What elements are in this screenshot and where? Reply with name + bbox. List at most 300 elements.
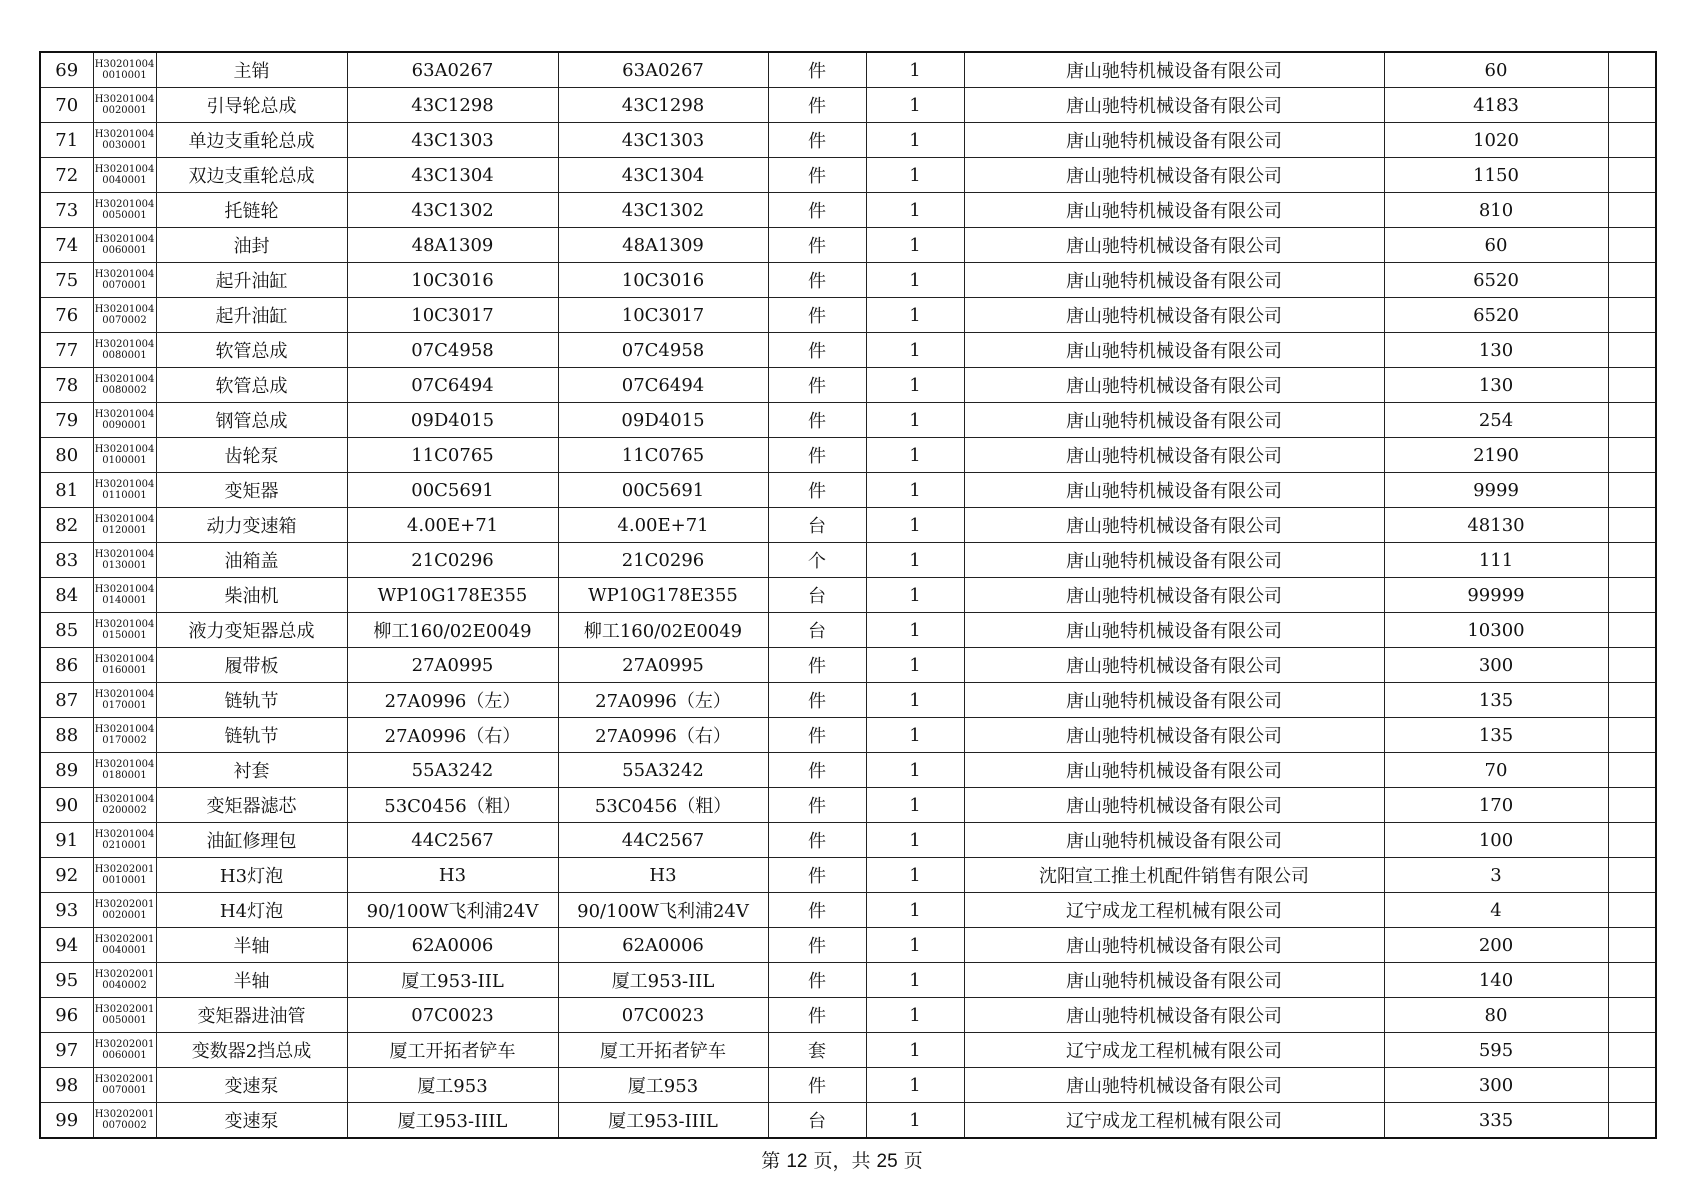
cell-blank xyxy=(1608,158,1656,193)
cell-code: H302010040050001 xyxy=(93,193,156,228)
cell-unit: 件 xyxy=(768,88,866,123)
cell-price: 1020 xyxy=(1384,123,1608,158)
cell-qty: 1 xyxy=(866,963,964,998)
cell-supplier: 沈阳宣工推土机配件销售有限公司 xyxy=(964,858,1384,893)
cell-supplier: 唐山驰特机械设备有限公司 xyxy=(964,473,1384,508)
cell-name: 齿轮泵 xyxy=(156,438,347,473)
cell-spec: 00C5691 xyxy=(347,473,558,508)
cell-spec: 43C1304 xyxy=(347,158,558,193)
cell-code: H302010040080001 xyxy=(93,333,156,368)
cell-blank xyxy=(1608,508,1656,543)
table-row xyxy=(40,298,1656,333)
cell-price: 170 xyxy=(1384,788,1608,823)
cell-spec: 27A0996（右） xyxy=(347,718,558,753)
cell-name: 液力变矩器总成 xyxy=(156,613,347,648)
table-body xyxy=(40,52,1656,1138)
cell-spec: 55A3242 xyxy=(347,753,558,788)
cell-model: 48A1309 xyxy=(558,228,768,263)
cell-name: H3灯泡 xyxy=(156,858,347,893)
cell-price: 595 xyxy=(1384,1033,1608,1068)
cell-no: 78 xyxy=(40,368,93,403)
cell-blank xyxy=(1608,333,1656,368)
cell-blank xyxy=(1608,998,1656,1033)
cell-code: H302020010020001 xyxy=(93,893,156,928)
cell-spec: 10C3016 xyxy=(347,263,558,298)
table-row xyxy=(40,193,1656,228)
cell-blank xyxy=(1608,823,1656,858)
cell-model: 10C3016 xyxy=(558,263,768,298)
table-row xyxy=(40,1033,1656,1068)
cell-no: 85 xyxy=(40,613,93,648)
cell-supplier: 唐山驰特机械设备有限公司 xyxy=(964,823,1384,858)
cell-model: 63A0267 xyxy=(558,52,768,88)
table-row xyxy=(40,158,1656,193)
cell-blank xyxy=(1608,543,1656,578)
cell-no: 75 xyxy=(40,263,93,298)
cell-supplier: 唐山驰特机械设备有限公司 xyxy=(964,508,1384,543)
cell-supplier: 唐山驰特机械设备有限公司 xyxy=(964,263,1384,298)
cell-no: 95 xyxy=(40,963,93,998)
cell-unit: 件 xyxy=(768,718,866,753)
cell-no: 70 xyxy=(40,88,93,123)
cell-unit: 个 xyxy=(768,543,866,578)
footer-suffix: 页 xyxy=(897,1150,923,1172)
cell-spec: 07C4958 xyxy=(347,333,558,368)
table-row xyxy=(40,403,1656,438)
cell-spec: 63A0267 xyxy=(347,52,558,88)
cell-spec: 90/100W飞利浦24V xyxy=(347,893,558,928)
cell-qty: 1 xyxy=(866,578,964,613)
cell-supplier: 唐山驰特机械设备有限公司 xyxy=(964,88,1384,123)
cell-qty: 1 xyxy=(866,438,964,473)
cell-blank xyxy=(1608,368,1656,403)
cell-unit: 件 xyxy=(768,193,866,228)
cell-qty: 1 xyxy=(866,1033,964,1068)
cell-name: 动力变速箱 xyxy=(156,508,347,543)
cell-model: 厦工953-IIIL xyxy=(558,1103,768,1139)
cell-model: 27A0996（左） xyxy=(558,683,768,718)
cell-supplier: 唐山驰特机械设备有限公司 xyxy=(964,158,1384,193)
cell-code: H302020010050001 xyxy=(93,998,156,1033)
cell-model: 10C3017 xyxy=(558,298,768,333)
cell-name: 油箱盖 xyxy=(156,543,347,578)
cell-code: H302010040080002 xyxy=(93,368,156,403)
cell-name: 起升油缸 xyxy=(156,298,347,333)
cell-name: 半轴 xyxy=(156,928,347,963)
cell-model: 43C1303 xyxy=(558,123,768,158)
cell-supplier: 唐山驰特机械设备有限公司 xyxy=(964,963,1384,998)
cell-supplier: 唐山驰特机械设备有限公司 xyxy=(964,333,1384,368)
cell-name: 托链轮 xyxy=(156,193,347,228)
cell-price: 70 xyxy=(1384,753,1608,788)
cell-blank xyxy=(1608,298,1656,333)
cell-supplier: 唐山驰特机械设备有限公司 xyxy=(964,683,1384,718)
cell-supplier: 唐山驰特机械设备有限公司 xyxy=(964,52,1384,88)
cell-price: 1150 xyxy=(1384,158,1608,193)
cell-unit: 件 xyxy=(768,648,866,683)
cell-no: 89 xyxy=(40,753,93,788)
cell-name: 主销 xyxy=(156,52,347,88)
cell-supplier: 唐山驰特机械设备有限公司 xyxy=(964,438,1384,473)
parts-price-table xyxy=(39,51,1657,1139)
cell-no: 71 xyxy=(40,123,93,158)
table-row xyxy=(40,123,1656,158)
cell-code: H302020010040002 xyxy=(93,963,156,998)
cell-qty: 1 xyxy=(866,823,964,858)
cell-blank xyxy=(1608,403,1656,438)
cell-blank xyxy=(1608,648,1656,683)
cell-supplier: 唐山驰特机械设备有限公司 xyxy=(964,788,1384,823)
cell-no: 91 xyxy=(40,823,93,858)
cell-code: H302010040060001 xyxy=(93,228,156,263)
cell-price: 2190 xyxy=(1384,438,1608,473)
cell-qty: 1 xyxy=(866,228,964,263)
cell-qty: 1 xyxy=(866,403,964,438)
cell-spec: WP10G178E355 xyxy=(347,578,558,613)
table-row xyxy=(40,263,1656,298)
cell-no: 87 xyxy=(40,683,93,718)
cell-price: 300 xyxy=(1384,648,1608,683)
cell-code: H302010040040001 xyxy=(93,158,156,193)
cell-unit: 件 xyxy=(768,893,866,928)
footer-middle: 页，共 xyxy=(807,1150,877,1172)
cell-code: H302010040100001 xyxy=(93,438,156,473)
cell-spec: 53C0456（粗） xyxy=(347,788,558,823)
cell-code: H302010040110001 xyxy=(93,473,156,508)
table-row xyxy=(40,228,1656,263)
cell-unit: 台 xyxy=(768,613,866,648)
table-row xyxy=(40,1103,1656,1139)
table-row xyxy=(40,508,1656,543)
cell-price: 9999 xyxy=(1384,473,1608,508)
cell-unit: 件 xyxy=(768,788,866,823)
cell-code: H302020010070002 xyxy=(93,1103,156,1139)
cell-model: 62A0006 xyxy=(558,928,768,963)
cell-blank xyxy=(1608,473,1656,508)
cell-no: 73 xyxy=(40,193,93,228)
cell-code: H302010040170001 xyxy=(93,683,156,718)
cell-code: H302010040030001 xyxy=(93,123,156,158)
cell-unit: 件 xyxy=(768,228,866,263)
table-row xyxy=(40,718,1656,753)
cell-no: 92 xyxy=(40,858,93,893)
table-row xyxy=(40,543,1656,578)
cell-spec: 07C0023 xyxy=(347,998,558,1033)
cell-spec: 43C1298 xyxy=(347,88,558,123)
cell-blank xyxy=(1608,1033,1656,1068)
cell-qty: 1 xyxy=(866,683,964,718)
cell-price: 4183 xyxy=(1384,88,1608,123)
cell-spec: 07C6494 xyxy=(347,368,558,403)
cell-price: 80 xyxy=(1384,998,1608,1033)
cell-spec: 4.00E+71 xyxy=(347,508,558,543)
cell-price: 140 xyxy=(1384,963,1608,998)
cell-unit: 台 xyxy=(768,578,866,613)
cell-supplier: 辽宁成龙工程机械有限公司 xyxy=(964,893,1384,928)
cell-supplier: 唐山驰特机械设备有限公司 xyxy=(964,193,1384,228)
cell-unit: 件 xyxy=(768,928,866,963)
cell-blank xyxy=(1608,858,1656,893)
cell-model: 27A0996（右） xyxy=(558,718,768,753)
cell-code: H302010040090001 xyxy=(93,403,156,438)
cell-supplier: 唐山驰特机械设备有限公司 xyxy=(964,123,1384,158)
cell-code: H302020010070001 xyxy=(93,1068,156,1103)
footer-prefix: 第 xyxy=(761,1150,787,1172)
cell-blank xyxy=(1608,928,1656,963)
cell-no: 80 xyxy=(40,438,93,473)
cell-qty: 1 xyxy=(866,648,964,683)
cell-code: H302010040130001 xyxy=(93,543,156,578)
table-row xyxy=(40,648,1656,683)
cell-price: 4 xyxy=(1384,893,1608,928)
cell-qty: 1 xyxy=(866,263,964,298)
cell-no: 77 xyxy=(40,333,93,368)
cell-model: 44C2567 xyxy=(558,823,768,858)
cell-name: 油封 xyxy=(156,228,347,263)
cell-no: 83 xyxy=(40,543,93,578)
cell-qty: 1 xyxy=(866,123,964,158)
cell-name: H4灯泡 xyxy=(156,893,347,928)
cell-no: 74 xyxy=(40,228,93,263)
cell-unit: 件 xyxy=(768,473,866,508)
cell-code: H302020010040001 xyxy=(93,928,156,963)
cell-qty: 1 xyxy=(866,753,964,788)
table-row xyxy=(40,788,1656,823)
cell-supplier: 辽宁成龙工程机械有限公司 xyxy=(964,1103,1384,1139)
cell-no: 88 xyxy=(40,718,93,753)
cell-model: 厦工953-IIL xyxy=(558,963,768,998)
cell-name: 变速泵 xyxy=(156,1103,347,1139)
table-row xyxy=(40,578,1656,613)
cell-model: 90/100W飞利浦24V xyxy=(558,893,768,928)
cell-supplier: 唐山驰特机械设备有限公司 xyxy=(964,648,1384,683)
cell-spec: 27A0996（左） xyxy=(347,683,558,718)
cell-spec: 43C1302 xyxy=(347,193,558,228)
cell-no: 96 xyxy=(40,998,93,1033)
cell-no: 98 xyxy=(40,1068,93,1103)
cell-price: 135 xyxy=(1384,683,1608,718)
cell-unit: 套 xyxy=(768,1033,866,1068)
cell-qty: 1 xyxy=(866,473,964,508)
cell-unit: 件 xyxy=(768,683,866,718)
cell-model: 柳工160/02E0049 xyxy=(558,613,768,648)
cell-code: H302010040140001 xyxy=(93,578,156,613)
cell-no: 84 xyxy=(40,578,93,613)
cell-model: 09D4015 xyxy=(558,403,768,438)
cell-spec: 09D4015 xyxy=(347,403,558,438)
cell-spec: 21C0296 xyxy=(347,543,558,578)
cell-no: 97 xyxy=(40,1033,93,1068)
cell-qty: 1 xyxy=(866,52,964,88)
cell-model: 4.00E+71 xyxy=(558,508,768,543)
table-row xyxy=(40,823,1656,858)
cell-supplier: 唐山驰特机械设备有限公司 xyxy=(964,613,1384,648)
cell-spec: 厦工953 xyxy=(347,1068,558,1103)
cell-unit: 件 xyxy=(768,158,866,193)
cell-name: 起升油缸 xyxy=(156,263,347,298)
cell-price: 3 xyxy=(1384,858,1608,893)
cell-supplier: 唐山驰特机械设备有限公司 xyxy=(964,753,1384,788)
cell-price: 60 xyxy=(1384,228,1608,263)
cell-qty: 1 xyxy=(866,543,964,578)
cell-spec: 柳工160/02E0049 xyxy=(347,613,558,648)
cell-code: H302020010010001 xyxy=(93,858,156,893)
cell-name: 变矩器进油管 xyxy=(156,998,347,1033)
cell-blank xyxy=(1608,228,1656,263)
cell-supplier: 唐山驰特机械设备有限公司 xyxy=(964,228,1384,263)
cell-model: 厦工953 xyxy=(558,1068,768,1103)
cell-name: 单边支重轮总成 xyxy=(156,123,347,158)
cell-qty: 1 xyxy=(866,893,964,928)
table-row xyxy=(40,438,1656,473)
cell-supplier: 唐山驰特机械设备有限公司 xyxy=(964,998,1384,1033)
cell-spec: 43C1303 xyxy=(347,123,558,158)
cell-supplier: 唐山驰特机械设备有限公司 xyxy=(964,718,1384,753)
cell-code: H302010040120001 xyxy=(93,508,156,543)
cell-blank xyxy=(1608,613,1656,648)
cell-price: 810 xyxy=(1384,193,1608,228)
cell-unit: 件 xyxy=(768,963,866,998)
cell-blank xyxy=(1608,88,1656,123)
cell-no: 99 xyxy=(40,1103,93,1139)
cell-no: 94 xyxy=(40,928,93,963)
cell-code: H302010040160001 xyxy=(93,648,156,683)
table-row xyxy=(40,683,1656,718)
cell-name: 链轨节 xyxy=(156,718,347,753)
cell-qty: 1 xyxy=(866,158,964,193)
cell-blank xyxy=(1608,1103,1656,1139)
cell-name: 半轴 xyxy=(156,963,347,998)
cell-no: 93 xyxy=(40,893,93,928)
cell-name: 链轨节 xyxy=(156,683,347,718)
cell-blank xyxy=(1608,123,1656,158)
cell-qty: 1 xyxy=(866,333,964,368)
cell-code: H302010040070002 xyxy=(93,298,156,333)
cell-supplier: 唐山驰特机械设备有限公司 xyxy=(964,298,1384,333)
cell-qty: 1 xyxy=(866,788,964,823)
cell-qty: 1 xyxy=(866,193,964,228)
cell-price: 100 xyxy=(1384,823,1608,858)
cell-price: 6520 xyxy=(1384,263,1608,298)
cell-model: H3 xyxy=(558,858,768,893)
cell-unit: 件 xyxy=(768,998,866,1033)
cell-spec: 厦工开拓者铲车 xyxy=(347,1033,558,1068)
cell-unit: 件 xyxy=(768,52,866,88)
cell-price: 335 xyxy=(1384,1103,1608,1139)
cell-code: H302020010060001 xyxy=(93,1033,156,1068)
cell-blank xyxy=(1608,963,1656,998)
cell-price: 130 xyxy=(1384,333,1608,368)
table-row xyxy=(40,1068,1656,1103)
cell-qty: 1 xyxy=(866,1103,964,1139)
cell-unit: 件 xyxy=(768,753,866,788)
table-row xyxy=(40,963,1656,998)
cell-model: 21C0296 xyxy=(558,543,768,578)
cell-spec: 48A1309 xyxy=(347,228,558,263)
cell-unit: 件 xyxy=(768,333,866,368)
cell-price: 135 xyxy=(1384,718,1608,753)
cell-unit: 件 xyxy=(768,263,866,298)
cell-qty: 1 xyxy=(866,718,964,753)
cell-supplier: 唐山驰特机械设备有限公司 xyxy=(964,543,1384,578)
cell-code: H302010040200002 xyxy=(93,788,156,823)
cell-price: 6520 xyxy=(1384,298,1608,333)
cell-qty: 1 xyxy=(866,508,964,543)
cell-model: 43C1302 xyxy=(558,193,768,228)
cell-unit: 件 xyxy=(768,858,866,893)
cell-spec: H3 xyxy=(347,858,558,893)
cell-name: 变速泵 xyxy=(156,1068,347,1103)
cell-model: 00C5691 xyxy=(558,473,768,508)
cell-unit: 件 xyxy=(768,123,866,158)
cell-model: 07C4958 xyxy=(558,333,768,368)
cell-blank xyxy=(1608,578,1656,613)
cell-blank xyxy=(1608,893,1656,928)
cell-supplier: 辽宁成龙工程机械有限公司 xyxy=(964,1033,1384,1068)
cell-blank xyxy=(1608,718,1656,753)
cell-code: H302010040010001 xyxy=(93,52,156,88)
table-row xyxy=(40,52,1656,88)
cell-no: 72 xyxy=(40,158,93,193)
cell-blank xyxy=(1608,438,1656,473)
cell-unit: 件 xyxy=(768,1068,866,1103)
table-row xyxy=(40,893,1656,928)
cell-name: 衬套 xyxy=(156,753,347,788)
cell-supplier: 唐山驰特机械设备有限公司 xyxy=(964,368,1384,403)
table-row xyxy=(40,753,1656,788)
cell-spec: 27A0995 xyxy=(347,648,558,683)
cell-model: WP10G178E355 xyxy=(558,578,768,613)
cell-qty: 1 xyxy=(866,998,964,1033)
cell-model: 07C0023 xyxy=(558,998,768,1033)
cell-spec: 44C2567 xyxy=(347,823,558,858)
cell-unit: 台 xyxy=(768,1103,866,1139)
cell-supplier: 唐山驰特机械设备有限公司 xyxy=(964,403,1384,438)
cell-name: 引导轮总成 xyxy=(156,88,347,123)
cell-name: 钢管总成 xyxy=(156,403,347,438)
table-row xyxy=(40,473,1656,508)
cell-price: 60 xyxy=(1384,52,1608,88)
cell-qty: 1 xyxy=(866,613,964,648)
total-page-number: 25 xyxy=(876,1151,898,1172)
cell-name: 软管总成 xyxy=(156,333,347,368)
cell-no: 81 xyxy=(40,473,93,508)
cell-model: 厦工开拓者铲车 xyxy=(558,1033,768,1068)
cell-name: 柴油机 xyxy=(156,578,347,613)
cell-unit: 台 xyxy=(768,508,866,543)
cell-blank xyxy=(1608,1068,1656,1103)
cell-qty: 1 xyxy=(866,88,964,123)
cell-model: 07C6494 xyxy=(558,368,768,403)
cell-supplier: 唐山驰特机械设备有限公司 xyxy=(964,1068,1384,1103)
cell-name: 软管总成 xyxy=(156,368,347,403)
cell-name: 变矩器滤芯 xyxy=(156,788,347,823)
cell-code: H302010040210001 xyxy=(93,823,156,858)
cell-qty: 1 xyxy=(866,368,964,403)
cell-model: 27A0995 xyxy=(558,648,768,683)
cell-model: 11C0765 xyxy=(558,438,768,473)
cell-blank xyxy=(1608,263,1656,298)
cell-code: H302010040070001 xyxy=(93,263,156,298)
cell-qty: 1 xyxy=(866,298,964,333)
cell-unit: 件 xyxy=(768,438,866,473)
cell-price: 200 xyxy=(1384,928,1608,963)
cell-blank xyxy=(1608,753,1656,788)
table-row xyxy=(40,858,1656,893)
table-row xyxy=(40,613,1656,648)
cell-blank xyxy=(1608,193,1656,228)
cell-no: 69 xyxy=(40,52,93,88)
